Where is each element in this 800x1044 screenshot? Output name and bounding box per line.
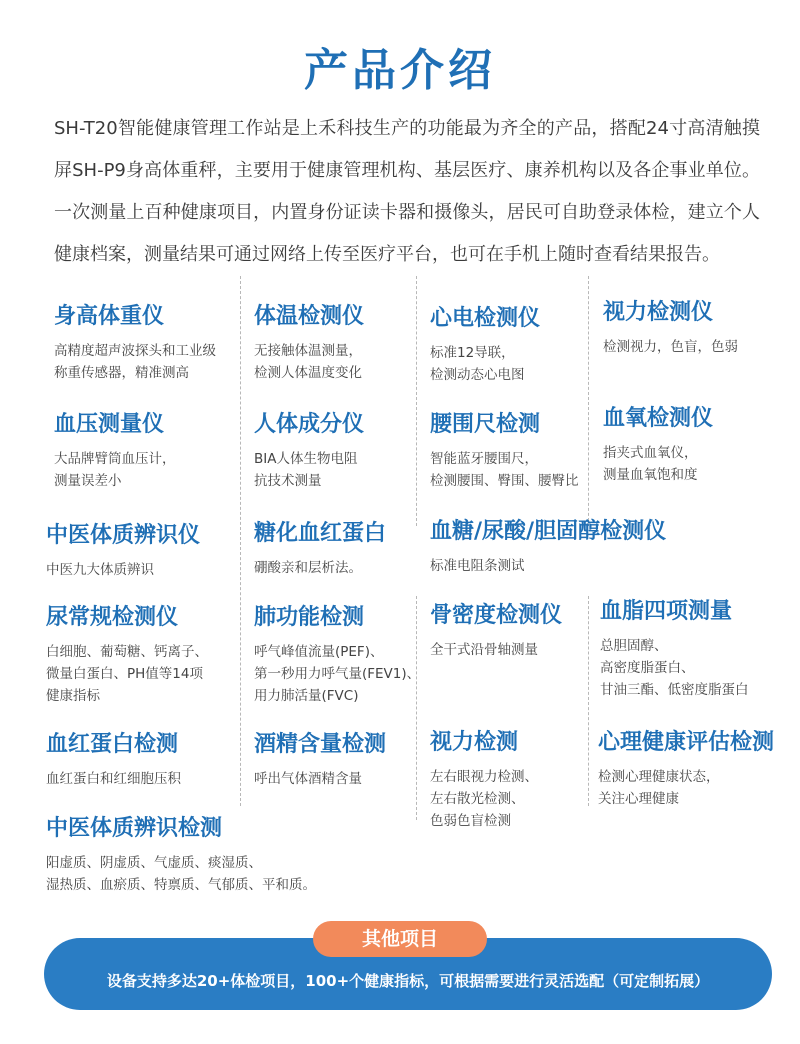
item-body-composition	[254, 410, 364, 492]
item-desc: BIA人体生物电阻 抗技术测量	[254, 451, 358, 489]
item-height-weight	[54, 302, 216, 384]
item-title: 人体成分仪	[254, 412, 365, 437]
item-desc: 标准电阻条测试	[430, 558, 525, 574]
item-title: 骨密度检测仪	[430, 603, 563, 628]
item-title: 身高体重仪	[54, 304, 165, 329]
item-title: 血糖/尿酸/胆固醇检测仪	[430, 519, 667, 544]
item-urinalysis	[46, 603, 208, 707]
divider	[588, 596, 589, 806]
item-ecg	[430, 304, 540, 386]
item-alcohol	[254, 730, 386, 790]
item-desc: 检测心理健康状态， 关注心理健康	[598, 769, 720, 807]
item-hemoglobin	[46, 730, 181, 790]
item-title: 视力检测	[430, 730, 519, 755]
item-desc: 阳虚质、阴虚质、气虚质、痰湿质、 湿热质、血瘀质、特禀质、气郁质、平和质。	[46, 855, 316, 893]
item-desc: 大品牌臂筒血压计， 测量误差小	[54, 451, 176, 489]
item-desc: 白细胞、葡萄糖、钙离子、 微量白蛋白、PH值等14项 健康指标	[46, 644, 208, 704]
item-title: 血红蛋白检测	[46, 732, 179, 757]
other-projects-text: 设备支持多达20+体检项目，100+个健康指标，可根据需要进行灵活选配（可定制拓展）	[106, 972, 710, 990]
item-blood-lipids	[600, 597, 749, 701]
item-desc: 血红蛋白和红细胞压积	[46, 771, 181, 787]
divider	[588, 276, 589, 526]
item-blood-pressure	[54, 410, 176, 492]
divider	[240, 276, 241, 806]
item-title: 糖化血红蛋白	[254, 521, 387, 546]
item-title: 中医体质辨识仪	[46, 523, 201, 548]
item-vision-test	[430, 728, 538, 832]
item-desc: 左右眼视力检测、 左右散光检测、 色弱色盲检测	[430, 769, 538, 829]
item-desc: 高精度超声波探头和工业级 称重传感器，精准测高	[54, 343, 216, 381]
item-temperature	[254, 302, 364, 384]
item-title: 尿常规检测仪	[46, 605, 179, 630]
item-desc: 全干式沿骨轴测量	[430, 642, 538, 658]
item-oximeter	[603, 404, 713, 486]
item-waist-ruler	[430, 410, 579, 492]
item-hba1c	[254, 519, 386, 579]
item-title: 血压测量仪	[54, 412, 165, 437]
item-tcm-constitution-test	[46, 814, 316, 896]
item-title: 腰围尺检测	[430, 412, 541, 437]
item-desc: 中医九大体质辨识	[46, 562, 154, 578]
item-desc: 总胆固醇、 高密度脂蛋白、 甘油三酯、低密度脂蛋白	[600, 638, 749, 698]
item-title: 心理健康评估检测	[598, 730, 775, 755]
item-desc: 标准12导联， 检测动态心电图	[430, 345, 525, 383]
item-desc: 智能蓝牙腰围尺， 检测腰围、臀围、腰臀比	[430, 451, 579, 489]
item-title: 视力检测仪	[603, 300, 714, 325]
item-desc: 呼出气体酒精含量	[254, 771, 362, 787]
item-title: 心电检测仪	[430, 306, 541, 331]
item-title: 体温检测仪	[254, 304, 365, 329]
item-mental-health	[598, 728, 774, 810]
item-desc: 指夹式血氧仪， 测量血氧饱和度	[603, 445, 698, 483]
item-glucose-uric-cholesterol	[430, 517, 666, 577]
item-title: 中医体质辨识检测	[46, 816, 223, 841]
item-tcm-constitution	[46, 521, 200, 581]
item-lung-function	[254, 603, 420, 707]
item-bone-density	[430, 601, 562, 661]
item-desc: 呼气峰值流量(PEF)、 第一秒用力呼气量(FEV1)、 用力肺活量(FVC)	[254, 644, 421, 704]
item-desc: 检测视力，色盲，色弱	[603, 339, 738, 355]
item-vision-tester	[603, 298, 738, 358]
other-projects-badge: 其他项目	[313, 921, 487, 957]
item-title: 肺功能检测	[254, 605, 365, 630]
item-desc: 硼酸亲和层析法。	[254, 560, 362, 576]
divider	[416, 276, 417, 526]
item-desc: 无接触体温测量， 检测人体温度变化	[254, 343, 362, 381]
item-title: 酒精含量检测	[254, 732, 387, 757]
item-title: 血氧检测仪	[603, 406, 714, 431]
item-title: 血脂四项测量	[600, 599, 733, 624]
page-title: 产品介绍	[304, 45, 496, 96]
intro-paragraph: SH-T20智能健康管理工作站是上禾科技生产的功能最为齐全的产品，搭配24寸高清触摸屏SH-P9身高体重秤，主要用于健康管理机构、基层医疗、康养机构以及各企事业单位。一次测量上百种健康项目，内置身份证读卡器和摄像头，居民可自助登录体检，建立个人健康档案，测量结果可通过网络上传至医疗平台，也可在手机上随时查看结果报告。	[54, 118, 760, 265]
